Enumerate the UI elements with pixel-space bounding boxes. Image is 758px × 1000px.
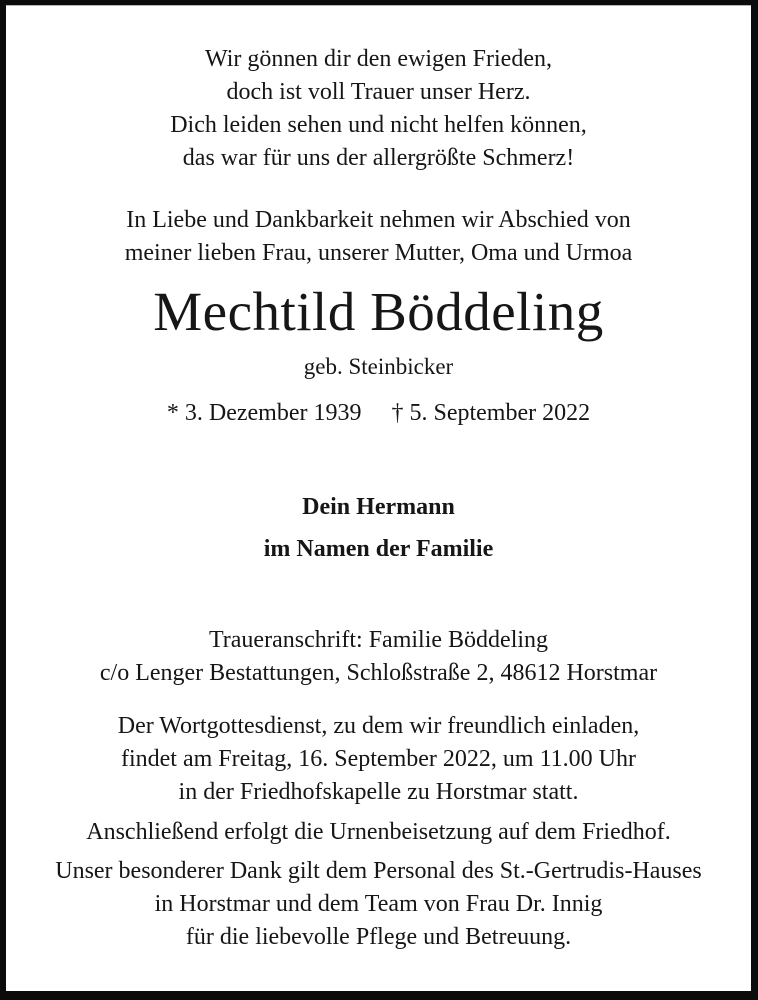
thanks-line: in Horstmar und dem Team von Frau Dr. Innig <box>154 891 603 917</box>
thanks-line: für die liebevolle Pflege und Betreuung. <box>185 924 572 950</box>
scan-artifact-line <box>6 5 751 6</box>
birth-date-text: 3. Dezember 1939 <box>184 400 362 426</box>
service-line: findet am Freitag, 16. September 2022, um 11.00 Uhr <box>120 746 636 772</box>
birth-date <box>167 400 362 426</box>
address-line: Traueranschrift: Familie Böddeling <box>208 627 549 653</box>
service-line: Der Wortgottesdienst, zu dem wir freundlich einladen, <box>117 713 640 739</box>
poem-line: das war für uns der allergrößte Schmerz! <box>182 145 575 171</box>
intro-line: In Liebe und Dankbarkeit nehmen wir Abschied von <box>126 207 631 233</box>
address-line: c/o Lenger Bestattungen, Schloßstraße 2, 48612 Horstmar <box>99 660 658 686</box>
service-line: in der Friedhofskapelle zu Horstmar statt. <box>178 779 579 805</box>
mourning-address <box>6 624 751 690</box>
burial-info: Anschließend erfolgt die Urnenbeisetzung auf dem Friedhof. <box>86 819 671 845</box>
death-date-text: 5. September 2022 <box>409 400 591 426</box>
life-dates <box>6 398 751 428</box>
death-date <box>391 400 590 426</box>
death-cross-symbol: † <box>391 400 404 426</box>
poem-line: Dich leiden sehen und nicht helfen können, <box>170 112 587 138</box>
poem <box>6 43 751 175</box>
intro-line: meiner lieben Frau, unserer Mutter, Oma und Urmoa <box>124 240 633 266</box>
mourners <box>6 486 751 570</box>
poem-line: Wir gönnen dir den ewigen Frieden, <box>205 46 552 72</box>
birth-star-symbol: * <box>166 400 179 426</box>
maiden-name: geb. Steinbicker <box>303 354 454 379</box>
deceased-name: Mechtild Böddeling <box>153 281 604 342</box>
thanks-line: Unser besonderer Dank gilt dem Personal des St.-Gertrudis-Hauses <box>55 858 702 884</box>
farewell-intro <box>6 204 751 270</box>
service-info <box>6 710 751 809</box>
family-note: im Namen der Familie <box>263 536 494 562</box>
mourner-signature: Dein Hermann <box>302 494 455 520</box>
poem-line: doch ist voll Trauer unser Herz. <box>226 79 531 105</box>
thanks-note <box>6 855 751 954</box>
